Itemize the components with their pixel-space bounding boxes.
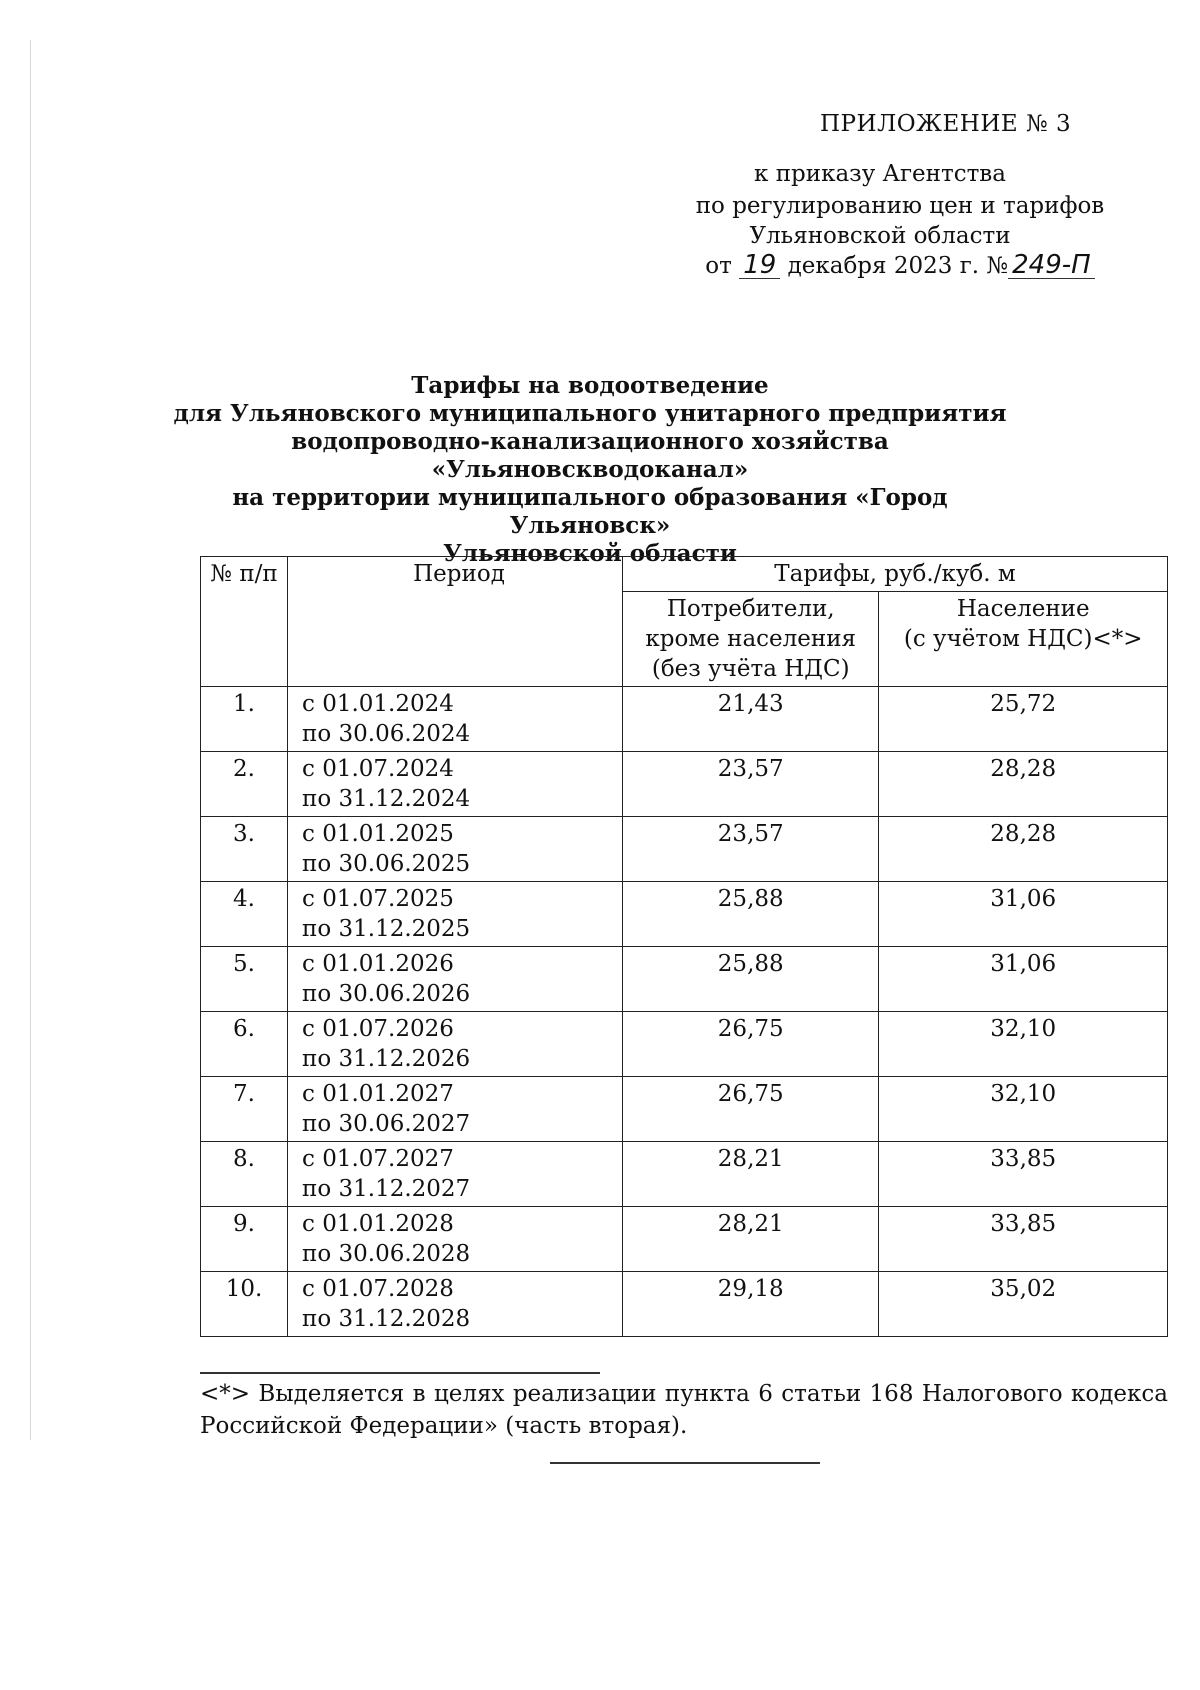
- period-from: с 01.01.2027: [302, 1081, 454, 1107]
- table-row: [201, 1207, 1168, 1272]
- heading-line-1: Тарифы на водоотведение: [411, 372, 769, 399]
- row-num: 1.: [201, 687, 288, 752]
- period-to: по 30.06.2024: [302, 721, 471, 747]
- header-period: Период: [288, 557, 623, 687]
- row-period: [288, 1012, 623, 1077]
- row-period: [288, 752, 623, 817]
- period-to: по 30.06.2027: [302, 1111, 471, 1137]
- row-num: 7.: [201, 1077, 288, 1142]
- row-population-tariff: 35,02: [879, 1272, 1168, 1337]
- table-row: [201, 1272, 1168, 1337]
- heading-line-4: на территории муниципального образования «Город Ульяновск»: [232, 484, 948, 539]
- row-population-tariff: 31,06: [879, 882, 1168, 947]
- row-num: 8.: [201, 1142, 288, 1207]
- row-consumers-tariff: 26,75: [623, 1012, 879, 1077]
- appendix-line-2: по регулированию цен и тарифов: [695, 193, 1105, 219]
- appendix-line-1: к приказу Агентства: [754, 161, 1006, 187]
- header-population-line-1: Население: [956, 596, 1090, 622]
- row-population-tariff: 28,28: [879, 817, 1168, 882]
- row-population-tariff: 33,85: [879, 1207, 1168, 1272]
- period-to: по 30.06.2026: [302, 981, 471, 1007]
- row-num: 10.: [201, 1272, 288, 1337]
- row-num: 5.: [201, 947, 288, 1012]
- row-population-tariff: 32,10: [879, 1077, 1168, 1142]
- row-population-tariff: 28,28: [879, 752, 1168, 817]
- row-consumers-tariff: 28,21: [623, 1142, 879, 1207]
- table-row: [201, 687, 1168, 752]
- row-population-tariff: 25,72: [879, 687, 1168, 752]
- header-consumers-line-1: Потребители,: [666, 596, 835, 622]
- row-population-tariff: 33,85: [879, 1142, 1168, 1207]
- row-period: [288, 687, 623, 752]
- date-middle: декабря 2023 г. №: [787, 253, 1009, 279]
- handwritten-number: 249-П: [1008, 252, 1095, 279]
- row-population-tariff: 31,06: [879, 947, 1168, 1012]
- date-prefix: от: [705, 253, 732, 279]
- period-from: с 01.07.2025: [302, 886, 454, 912]
- appendix-line-3: Ульяновской области: [749, 223, 1011, 249]
- row-period: [288, 1207, 623, 1272]
- table-row: [201, 947, 1168, 1012]
- row-consumers-tariff: 21,43: [623, 687, 879, 752]
- period-from: с 01.07.2027: [302, 1146, 454, 1172]
- table-row: [201, 882, 1168, 947]
- period-to: по 31.12.2028: [302, 1306, 471, 1332]
- table-row: [201, 817, 1168, 882]
- row-consumers-tariff: 23,57: [623, 817, 879, 882]
- table-row: [201, 752, 1168, 817]
- heading-line-5: Ульяновской области: [443, 540, 737, 567]
- row-consumers-tariff: 23,57: [623, 752, 879, 817]
- row-num: 3.: [201, 817, 288, 882]
- footnote-divider: [200, 1372, 600, 1374]
- row-period: [288, 882, 623, 947]
- header-population-line-2: (с учётом НДС)<*>: [903, 626, 1143, 652]
- row-consumers-tariff: 25,88: [623, 882, 879, 947]
- row-num: 2.: [201, 752, 288, 817]
- header-tariffs: Тарифы, руб./куб. м: [623, 557, 1168, 592]
- header-consumers-line-3: (без учёта НДС): [651, 656, 850, 682]
- row-num: 4.: [201, 882, 288, 947]
- period-from: с 01.01.2028: [302, 1211, 454, 1237]
- header-num: № п/п: [201, 557, 288, 687]
- period-from: с 01.07.2028: [302, 1276, 454, 1302]
- row-period: [288, 1272, 623, 1337]
- document-heading: [160, 372, 1020, 568]
- scan-margin-line: [30, 40, 31, 1440]
- period-to: по 31.12.2025: [302, 916, 471, 942]
- period-from: с 01.07.2024: [302, 756, 454, 782]
- footnote-text: <*> Выделяется в целях реализации пункта 6 статьи 168 Налогового кодекса Российской Федерации» (часть вторая).: [200, 1381, 1168, 1439]
- row-period: [288, 1142, 623, 1207]
- period-to: по 30.06.2028: [302, 1241, 471, 1267]
- row-num: 9.: [201, 1207, 288, 1272]
- period-from: с 01.01.2025: [302, 821, 454, 847]
- period-to: по 31.12.2026: [302, 1046, 471, 1072]
- row-period: [288, 947, 623, 1012]
- heading-line-2: для Ульяновского муниципального унитарного предприятия: [173, 400, 1007, 427]
- row-population-tariff: 32,10: [879, 1012, 1168, 1077]
- header-consumers: [623, 592, 879, 687]
- tariffs-table: [200, 556, 1168, 1337]
- row-consumers-tariff: 25,88: [623, 947, 879, 1012]
- end-divider: [550, 1462, 820, 1464]
- period-to: по 30.06.2025: [302, 851, 471, 877]
- heading-line-3: водопроводно-канализационного хозяйства «Ульяновскводоканал»: [291, 428, 889, 483]
- header-consumers-line-2: кроме населения: [645, 626, 857, 652]
- period-to: по 31.12.2027: [302, 1176, 471, 1202]
- appendix-title: ПРИЛОЖЕНИЕ № 3: [820, 111, 1072, 137]
- period-from: с 01.07.2026: [302, 1016, 454, 1042]
- header-population: [879, 592, 1168, 687]
- period-from: с 01.01.2026: [302, 951, 454, 977]
- row-num: 6.: [201, 1012, 288, 1077]
- table-row: [201, 1142, 1168, 1207]
- row-consumers-tariff: 28,21: [623, 1207, 879, 1272]
- handwritten-day: 19: [739, 252, 780, 279]
- table-row: [201, 1012, 1168, 1077]
- table-row: [201, 1077, 1168, 1142]
- period-from: с 01.01.2024: [302, 691, 454, 717]
- row-period: [288, 1077, 623, 1142]
- row-consumers-tariff: 29,18: [623, 1272, 879, 1337]
- row-period: [288, 817, 623, 882]
- period-to: по 31.12.2024: [302, 786, 471, 812]
- row-consumers-tariff: 26,75: [623, 1077, 879, 1142]
- appendix-date-line: [690, 250, 1110, 282]
